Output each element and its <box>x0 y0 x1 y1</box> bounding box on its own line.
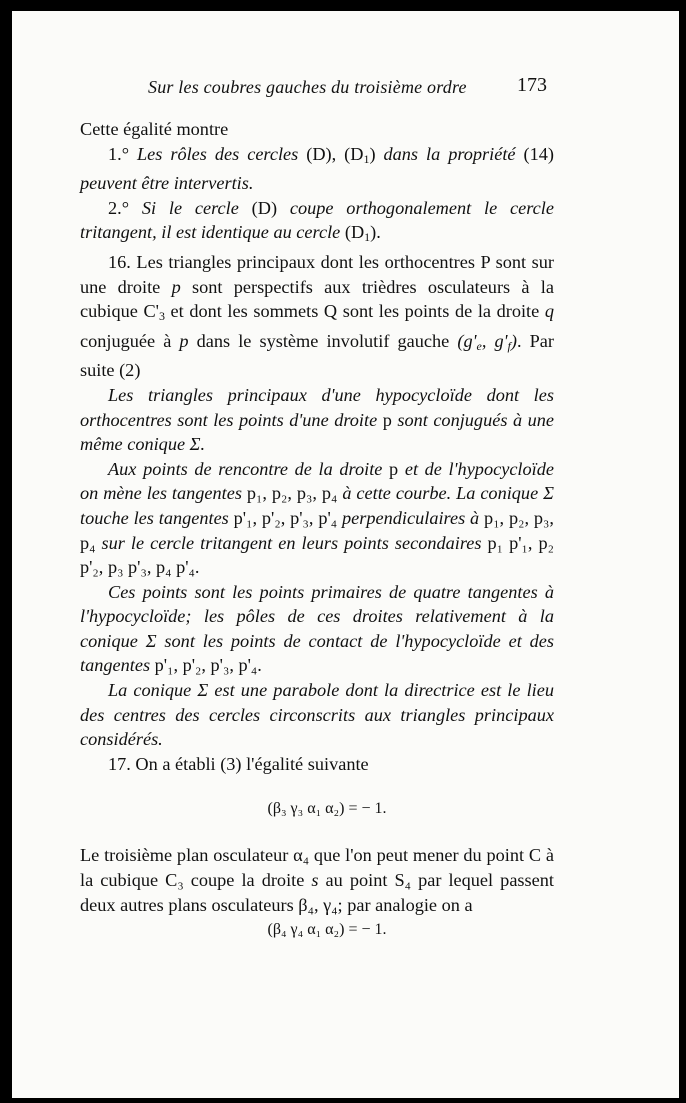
paragraph-section-16: 16. Les triangles principaux dont les orthocentres P sont sur une droite p sont perspectifs aux trièdres osculateurs à la cubique $C'_3$ et dont les sommets Q sont les points de la droite q conjuguée à p dans le système involutif gauche ($g'_e$, $g'_f$). Par suite (2) <box>80 251 554 381</box>
formula-1: (β₃ γ₃ α₁ α₂) = − 1. <box>267 800 387 818</box>
paragraph-theorem-1: Les triangles principaux d'une hypocycloïde dont les orthocentres sont les points d'une droite p sont conjugués à une même conique Σ. <box>80 384 554 455</box>
paragraph-theorem-2: Aux points de rencontre de la droite p et de l'hypocycloïde on mène les tangentes p₁, p₂, p₃, p₄ à cette courbe. La conique Σ touche les tangentes p'₁, p'₂, p'₃, p'₄ perpendiculaires à p₁, p₂, p₃, p₄ sur le cercle tritangent en leurs points secondaires p₁ p'₁, p₂ p'₂, p₃ p'₃, p₄ p'₄. <box>80 458 554 578</box>
paragraph-osculating-plane: Le troisième plan osculateur α₄ que l'on peut mener du point C à la cubique C₃ coupe la droite s au point S₄ par lequel passent deux autres plans osculateurs β₄, γ₄; par analogie on a <box>80 845 554 915</box>
paragraph-point-1: 1.° Les rôles des cercles (D), $(D_1)$ dans la propriété (14) peuvent être intervertis. <box>80 143 554 194</box>
page-body <box>80 117 554 942</box>
paragraph-theorem-3: Ces points sont les points primaires de quatre tangentes à l'hypocycloïde; les pôles de ces droites relativement à la conique Σ sont les points de contact de l'hypocycloïde et des tangentes p'₁, p'₂, p'₃, p'₄. <box>80 581 554 676</box>
running-title: Sur les coubres gauches du troisième ordre <box>148 77 467 97</box>
book-page <box>12 11 679 1098</box>
page-number: 173 <box>517 74 547 96</box>
page-header <box>12 74 679 113</box>
paragraph-point-2: 2.° Si le cercle (D) coupe orthogonalement le cercle tritangent, il est identique au cercle $(D_1)$. <box>80 197 554 245</box>
paragraph-theorem-4: La conique Σ est une parabole dont la directrice est le lieu des centres des cercles circonscrits aux triangles principaux considérés. <box>80 680 554 750</box>
paragraph-intro: Cette égalité montre <box>80 119 229 139</box>
paragraph-section-17: 17. On a établi (3) l'égalité suivante <box>108 753 369 774</box>
formula-2: (β₄ γ₄ α₁ α₂) = − 1. <box>267 921 387 939</box>
